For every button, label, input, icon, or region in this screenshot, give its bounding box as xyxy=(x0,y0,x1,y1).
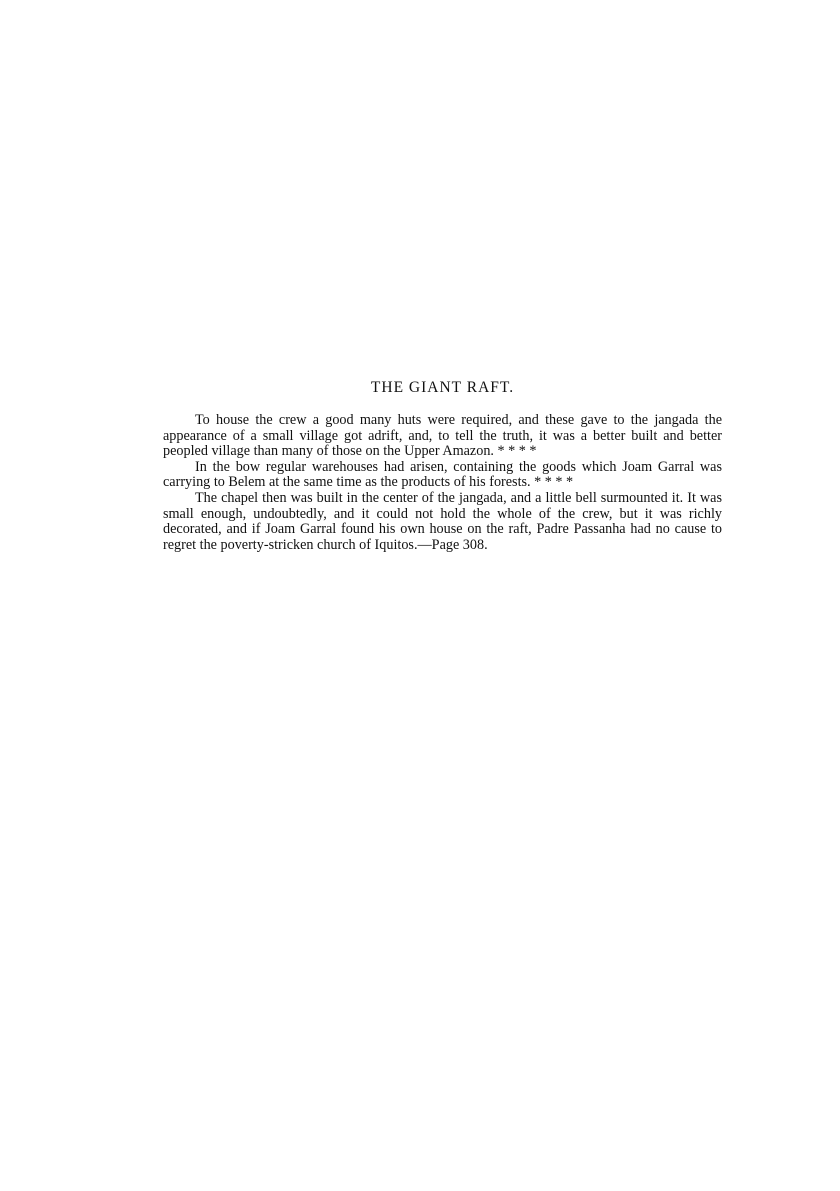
caption-title: THE GIANT RAFT. xyxy=(370,379,515,396)
caption-paragraph-1: To house the crew a good many huts were required, and these gave to the jangada the appearance of a small village got adrift, and, to tell the truth, it was a better built and better peopled village than many of those on the Upper Amazon. * * * * xyxy=(163,412,722,460)
caption-paragraph-2: In the bow regular warehouses had arisen, containing the goods which Joam Garral was carrying to Belem at the same time as the products of his forests. * * * * xyxy=(163,458,722,491)
caption-paragraph-3: The chapel then was built in the center of the jangada, and a little bell surmounted it. It was small enough, undoubtedly, and it could not hold the whole of the crew, but it was richly decorated, and if Joam Garral found his own house on the raft, Padre Passanha had no cause to regret the poverty-stricken church of Iquitos.—Page 308. xyxy=(163,489,722,553)
illustration-caption xyxy=(163,378,722,553)
